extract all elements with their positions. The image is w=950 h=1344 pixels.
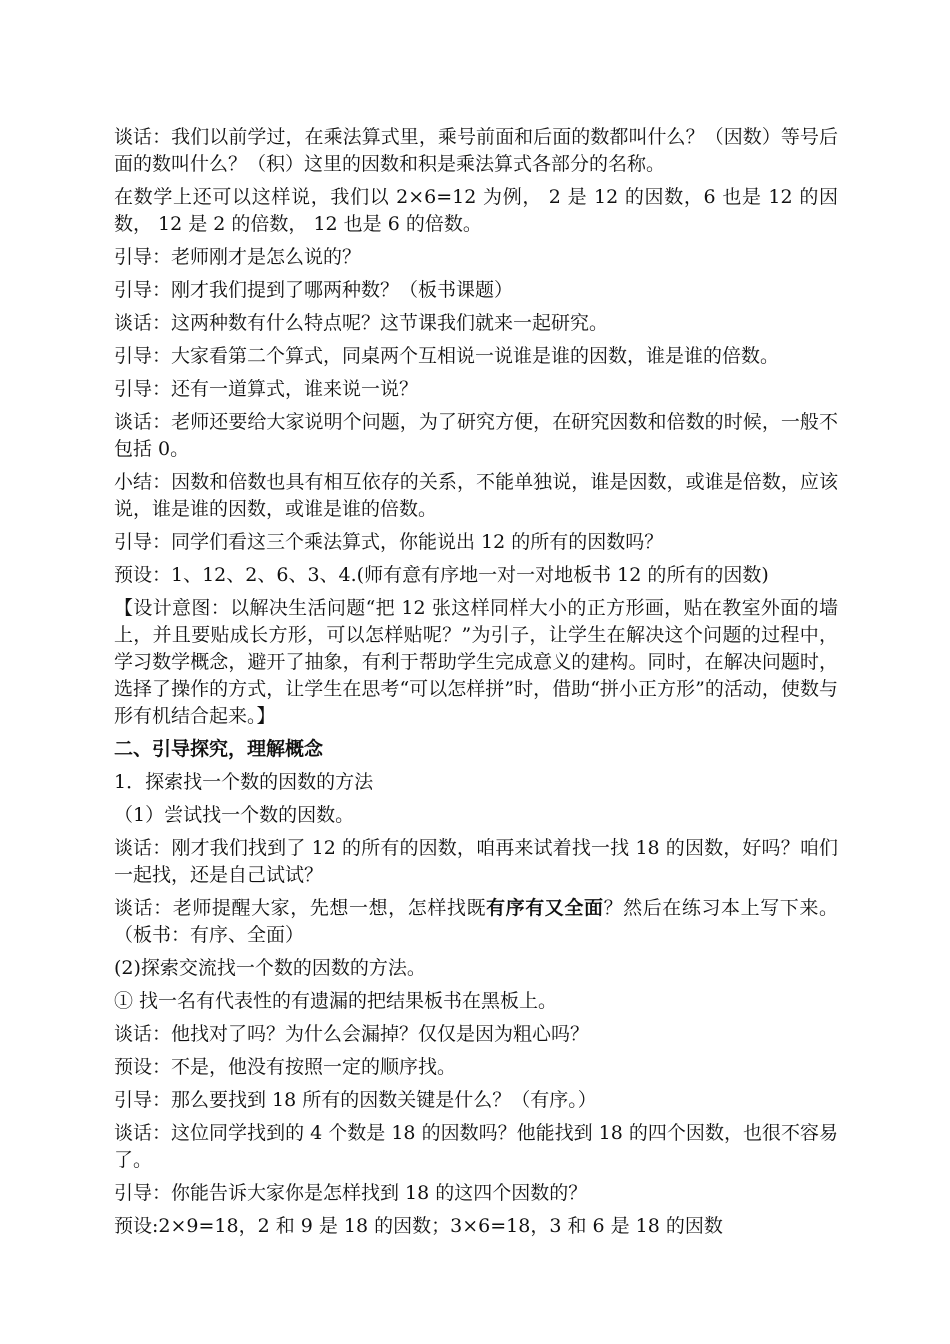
paragraph-suffix: ？然后在练习本上写下来。（板书：有序、全面）: [114, 897, 838, 946]
design-intent-note: 【设计意图：以解决生活问题“把 12 张这样同样大小的正方形画，贴在教室外面的墙上，并且要贴成长方形，可以怎样贴呢？”为引子，让学生在解决这个问题的过程中，学习数学概念，避开了抽象，有利于帮助学生完成意义的建构。同时，在解决问题时，选择了操作的方式，让学生在思考“可以怎样拼”时，借助“拼小正方形”的活动，使数与形有机结合起来。】: [114, 597, 838, 727]
paragraph-prefix: 谈话：老师提醒大家，先想一想，怎样找既: [114, 897, 487, 919]
paragraph: 谈话：这两种数有什么特点呢？这节课我们就来一起研究。: [114, 312, 609, 334]
paragraph: 在数学上还可以这样说，我们以 2×6=12 为例， 2 是 12 的因数，6 也是 12 的因数， 12 是 2 的倍数， 12 也是 6 的倍数。: [114, 186, 838, 235]
paragraph: 引导：同学们看这三个乘法算式，你能说出 12 的所有的因数吗？: [114, 531, 664, 553]
paragraph: 谈话：老师还要给大家说明个问题，为了研究方便，在研究因数和倍数的时候，一般不包括 0。: [114, 411, 838, 460]
paragraph: 1．探索找一个数的因数的方法: [114, 771, 374, 793]
paragraph: （1）尝试找一个数的因数。: [114, 804, 355, 826]
paragraph: 谈话：我们以前学过，在乘法算式里，乘号前面和后面的数都叫什么？（因数）等号后面的数叫什么？（积）这里的因数和积是乘法算式各部分的名称。: [114, 126, 838, 175]
paragraph: 谈话：他找对了吗？为什么会漏掉？仅仅是因为粗心吗？: [114, 1023, 590, 1045]
paragraph: 谈话：这位同学找到的 4 个数是 18 的因数吗？他能找到 18 的四个因数，也很不容易了。: [114, 1122, 838, 1171]
paragraph: 预设：不是，他没有按照一定的顺序找。: [114, 1056, 457, 1078]
document-body: [114, 124, 838, 1246]
paragraph-with-emphasis: [114, 895, 838, 949]
paragraph: 引导：老师刚才是怎么说的？: [114, 246, 362, 268]
paragraph: 引导：大家看第二个算式，同桌两个互相说一说谁是谁的因数，谁是谁的倍数。: [114, 345, 780, 367]
emphasis-text: 有序有又全面: [486, 897, 604, 919]
paragraph: (2)探索交流找一个数的因数的方法。: [114, 957, 426, 979]
paragraph: 预设：1、12、2、6、3、4.(师有意有序地一对一对地板书 12 的所有的因数): [114, 564, 769, 586]
paragraph: 引导：还有一道算式，谁来说一说？: [114, 378, 419, 400]
paragraph: 预设:2×9=18，2 和 9 是 18 的因数；3×6=18，3 和 6 是 18 的因数: [114, 1215, 723, 1237]
paragraph: 谈话：刚才我们找到了 12 的所有的因数，咱再来试着找一找 18 的因数，好吗？咱们一起找，还是自己试试？: [114, 837, 838, 886]
section-heading: 二、引导探究，理解概念: [114, 738, 324, 760]
paragraph: 引导：刚才我们提到了哪两种数？（板书课题）: [114, 279, 514, 301]
paragraph: 引导：你能告诉大家你是怎样找到 18 的这四个因数的？: [114, 1182, 588, 1204]
paragraph: 小结：因数和倍数也具有相互依存的关系，不能单独说，谁是因数，或谁是倍数，应该说，谁是谁的因数，或谁是谁的倍数。: [114, 471, 838, 520]
paragraph: 引导：那么要找到 18 所有的因数关键是什么？（有序。）: [114, 1089, 597, 1111]
paragraph: ① 找一名有代表性的有遗漏的把结果板书在黑板上。: [114, 990, 558, 1012]
